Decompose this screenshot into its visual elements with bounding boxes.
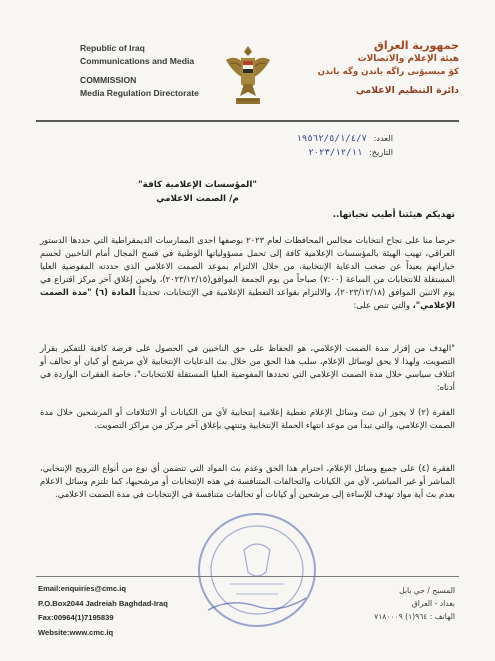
header-ar-line3: كۆ میسیۆنی راگه یاندن وگه یاندن [317,67,459,77]
official-seal-stamp-icon [186,506,328,634]
footer-email: Email:enquiries@cmc.iq [38,584,127,593]
paragraph-intro-article: المادة (٦) "مدة الصمت الإعلامي"، [40,287,455,310]
header-ar-line1: جمهورية العراق [374,39,459,52]
footer-pobox: P.O.Box2044 Jadreiah Baghdad-Iraq [38,598,168,608]
header-divider [36,120,459,122]
footer-divider [36,576,459,577]
footer-ar-line1: المسبح / حي بابل [399,586,455,595]
reference-number-label: العدد: [373,133,393,143]
greeting: تهديكم هيئتنا أطيب تحياتها.. [332,210,455,220]
paragraph-intro-text: حرصا منا على نجاح انتخابات مجالس المحافظات لعام ٢٠٢٣ بوصفها احدى الممارسات الديمقراطية التي حددها الدستور العراقي، تهيب الهيئة بالمؤسسات الإعلامية كافة إلى تحمل مسؤولياتها الوطنية في فسح المجال أمام الناخبين لحسم خياراتهم بعيداً عن صخب الدعاية الإنتخابية، من خلال الالتزام بموعد الصمت الاعلامي الذي حددته المفوضية العليا المستقلة للانتخابات من الساعة (٧:٠٠) صباحاً من يوم الجمعة الموافق(٢٠٢٣/١٢/١٥)، ولحين إغلاق آخر مركز اقتراع في يوم الاثنين الموافق (٢٠٢٣/١٢/١٨)، والالتزام بقواعد التغطية الإعلامية في الإنتخابات، تحديداً [40,235,456,297]
paragraph-intro-end: والتي تنص على: [353,300,410,310]
reference-block [213,132,393,160]
reference-date-row [213,146,393,160]
subject-line: م/ الصمت الاعلامي [156,194,239,204]
footer-english [38,582,168,640]
reference-number-row [213,132,393,146]
paragraph-intro [40,234,455,312]
header-en-line2: Communications and Media [80,56,195,66]
header-ar-line4: دائرة التنظيم الاعلامي [355,85,459,96]
reference-date-label: التاريخ: [368,147,393,157]
reference-date-value: ٢٠٢٣/١٢/١١ [308,148,363,158]
header-ar-line2: هيئة الإعلام والاتصالات [357,54,459,64]
paragraph-clause-4: الفقرة (٤) على جميع وسائل الإعلام، احترام هذا الحق وعدم بث المواد التي تتضمن أي نوع من أنواع الترويج الإنتخابي، المباشر أو غير المباشر، لأي من الكيانات والتحالفات المتنافسة في هذه الإنتخابات أو مرشحيها، كما تلتزم وسائل الاعلام بعدم بث أية مواد تهدف للإساءة إلى مرشحين أو كيانات أو تحالفات متنافسة في الإنتخابات في مدة الصمت الاعلامي. [40,463,455,499]
header-en-line1: Republic of Iraq [80,43,145,53]
footer-ar-line2: بغداد - العراق [411,599,455,608]
paragraph-clause-2: الفقرة (٢) لا يجوز ان تبث وسائل الإعلام تغطية إعلامية إنتخابية لأي من الكيانات أو الائتلافات أو المرشحين خلال مدة الصمت الإعلامي، والتي تبدأ من موعد انتهاء الحملة الإنتخابية وتنتهي بإغلاق آخر مركز من مراكز التصويت. [40,407,456,430]
header-en-line3: COMMISSION [80,75,137,85]
recipient-line1: "المؤسسات الإعلامية كافة" [138,180,257,190]
footer-fax: Fax:00964(1)7195839 [38,613,114,622]
header-english [80,42,220,100]
footer-arabic [325,584,455,623]
footer-website: Website:www.cmc.iq [38,627,114,637]
iraq-eagle-emblem-icon [222,44,274,110]
paragraph-quote: "الهدف من إقرار مدة الصمت الإعلامي، هو الحفاظ على حق الناخبين في الحصول على فرصة كافية للتفكير بقرار التصويت، ولهذا لا يحق لوسائل الإعلام، سلب هذا الحق من خلال بث الدعايات الإنتخابية لأي مرشح أو كيان أو تحالف أو ائتلاف سياسي خلال مدة الصمت الإعلامي التي تحددها المفوضية العليا المستقلة للانتخابات"، خاصة الفقرات الواردة في أدناه: [40,343,455,392]
header-en-line4: Media Regulation Directorate [80,88,199,98]
recipient-block [0,178,495,206]
footer-ar-line3: الهاتف : ٩٦٤(١) ٧١٨٠٠٠٩ [374,612,455,621]
reference-number-value: ١٩٥٦٢/٥/١/٤/٧ [296,134,367,144]
header-arabic [309,38,459,98]
